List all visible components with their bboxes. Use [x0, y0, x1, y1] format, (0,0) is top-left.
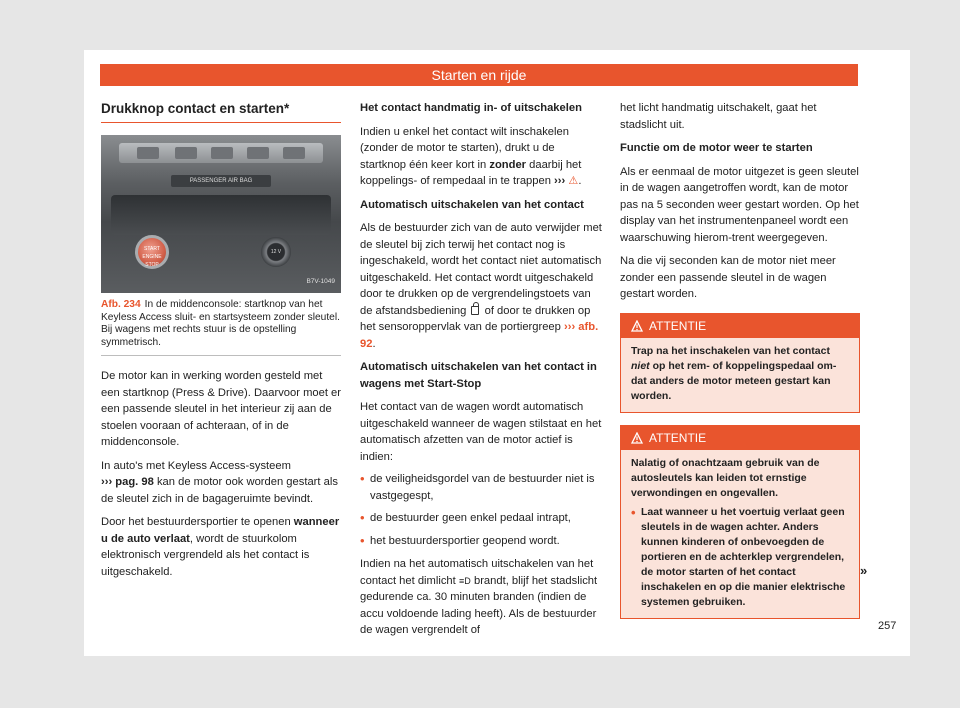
low-beam-icon: ≡D: [458, 575, 471, 586]
paragraph: Indien na het automatisch uitschakelen van het contact het dimlicht ≡D brandt, blijf het stadslicht gedurende ca. 30 minuten branden (indien de accu voldoende lading heeft). Als de bestuurder de wagen vergrendelt of: [360, 558, 598, 636]
section-title: Drukknop contact en starten*: [101, 100, 341, 123]
continue-mark: »: [860, 563, 868, 578]
warning-header: ATTENTIE: [621, 426, 859, 450]
list-item: • Laat wanneer u het voertuig verlaat geen sleutels in de wagen achter. Anders kunnen kinderen of onbevoegden de portieren en de achterklep vergrendelen, de motor starten of het contact inschakelen en op die manier elektrische systemen gebruiken.: [631, 505, 849, 610]
paragraph: Als de bestuurder zich van de auto verwijder met de sleutel bij zich terwij het contact nog is ingeschakeld, wordt het contact niet automatisch uitgeschakeld. Het contact wordt uitgeschakeld door te drukken op de vergrendelingstoets van de afstandsbediening of door te drukken op het sensoroppervlak van de portiergreep ››› afb. 92.: [360, 222, 602, 350]
warning-box: [620, 313, 860, 413]
warning-icon: ⚠: [568, 175, 579, 187]
vent-panel: [119, 143, 323, 163]
start-stop-button: START ENGINE STOP: [135, 235, 169, 269]
subheading: Automatisch uitschakelen van het contact in wagens met Start-Stop: [360, 361, 597, 390]
storage-tray: [111, 195, 331, 235]
warning-triangle-icon: [631, 432, 643, 444]
list-item: • het bestuurdersportier geopend wordt.: [360, 533, 602, 550]
page-ref-link[interactable]: ››› pag. 98: [101, 476, 154, 488]
paragraph: Als er eenmaal de motor uitgezet is geen sleutel in de wagen aangetroffen wordt, kan de motor pas na 5 seconden weer gestart worden. Op het display van het instrumentenpaneel wordt een waarschuwing hierom-trent weergegeven.: [620, 165, 859, 244]
paragraph: Indien u enkel het contact wilt inschakelen (zonder de motor te starten), drukt u de startknop één keer kort in zonder daarbij het koppelings- of rempedaal in te trappen ››› ⚠.: [360, 124, 602, 190]
paragraph: het licht handmatig uitschakelt, gaat het stadslicht uit.: [620, 102, 817, 131]
ref-arrows[interactable]: ›››: [554, 175, 566, 187]
airbag-label: PASSENGER AIR BAG: [171, 175, 271, 187]
page-number: 257: [878, 620, 897, 632]
subheading: Functie om de motor weer te starten: [620, 142, 813, 154]
subheading: Automatisch uitschakelen van het contact: [360, 198, 584, 211]
caption-text: In de middenconsole: startknop van het Keyless Access sluit- en startsysteem zonder sleutel. Bij wagens met rechts stuur is de opstelling symmetrisch.: [101, 299, 340, 348]
paragraph: Na die vij seconden kan de motor niet meer zonder een passende sleutel in de wagen gestart worden.: [620, 255, 836, 300]
paragraph: De motor kan in werking worden gesteld met een startknop (Press & Drive). Daarvoor moet er een passende sleutel in het interieur zij aan de stoelen vooraan of achteraan, of in de middenconsole.: [101, 370, 341, 448]
image-code: B7V-1049: [306, 277, 335, 285]
subheading: Het contact handmatig in- of uitschakelen: [360, 102, 582, 114]
paragraph: Door het bestuurdersportier te openen wanneer u de auto verlaat, wordt de stuurkolom elektronisch vergrendeld als het contact is uitgeschakeld.: [101, 516, 340, 578]
column-middle: [360, 100, 602, 639]
lock-icon: [471, 306, 479, 315]
warning-header: ATTENTIE: [621, 314, 859, 338]
figure-number: Afb. 234: [101, 299, 141, 310]
figure-caption: [101, 299, 341, 356]
warning-triangle-icon: [631, 320, 643, 332]
list-item: • de bestuurder geen enkel pedaal intrapt,: [360, 510, 602, 527]
paragraph: Het contact van de wagen wordt automatisch uitgeschakeld wanneer de wagen stilstaat en het automatisch afzetten van de motor actief is indien:: [360, 401, 602, 463]
paragraph: In auto's met Keyless Access-systeem ››› pag. 98 kan de motor ook worden gestart als de sleutel zich in de bagageruimte bevindt.: [101, 459, 338, 505]
warning-text: Trap na het inschakelen van het contact niet op het rem- of koppelingspedaal om-dat anders de motor meteen gestart kan worden.: [631, 344, 837, 402]
list-item: • de veiligheidsgordel van de bestuurder niet is vastgegespt,: [360, 471, 602, 504]
column-right: [620, 100, 860, 619]
chapter-header: Starten en rijde: [100, 64, 858, 86]
warning-text: Nalatig of onachtzaam gebruik van de autosleutels kan leiden tot ernstige verwondingen en ongevallen. • Laat wanneer u het voertuig verlaat geen sleutels in de wagen achter. Anders kunnen kinderen of onbevoegden de portieren en de achterklep vergrendelen, de motor starten of het contact inschakelen en op die manier elektrische systemen gebruiken.: [621, 450, 859, 618]
console-photo: [101, 135, 341, 293]
column-left: [101, 100, 341, 580]
figure-ref-link[interactable]: ››› afb. 92: [360, 321, 599, 350]
warning-box: [620, 425, 860, 619]
power-socket: 12 V: [261, 237, 291, 267]
